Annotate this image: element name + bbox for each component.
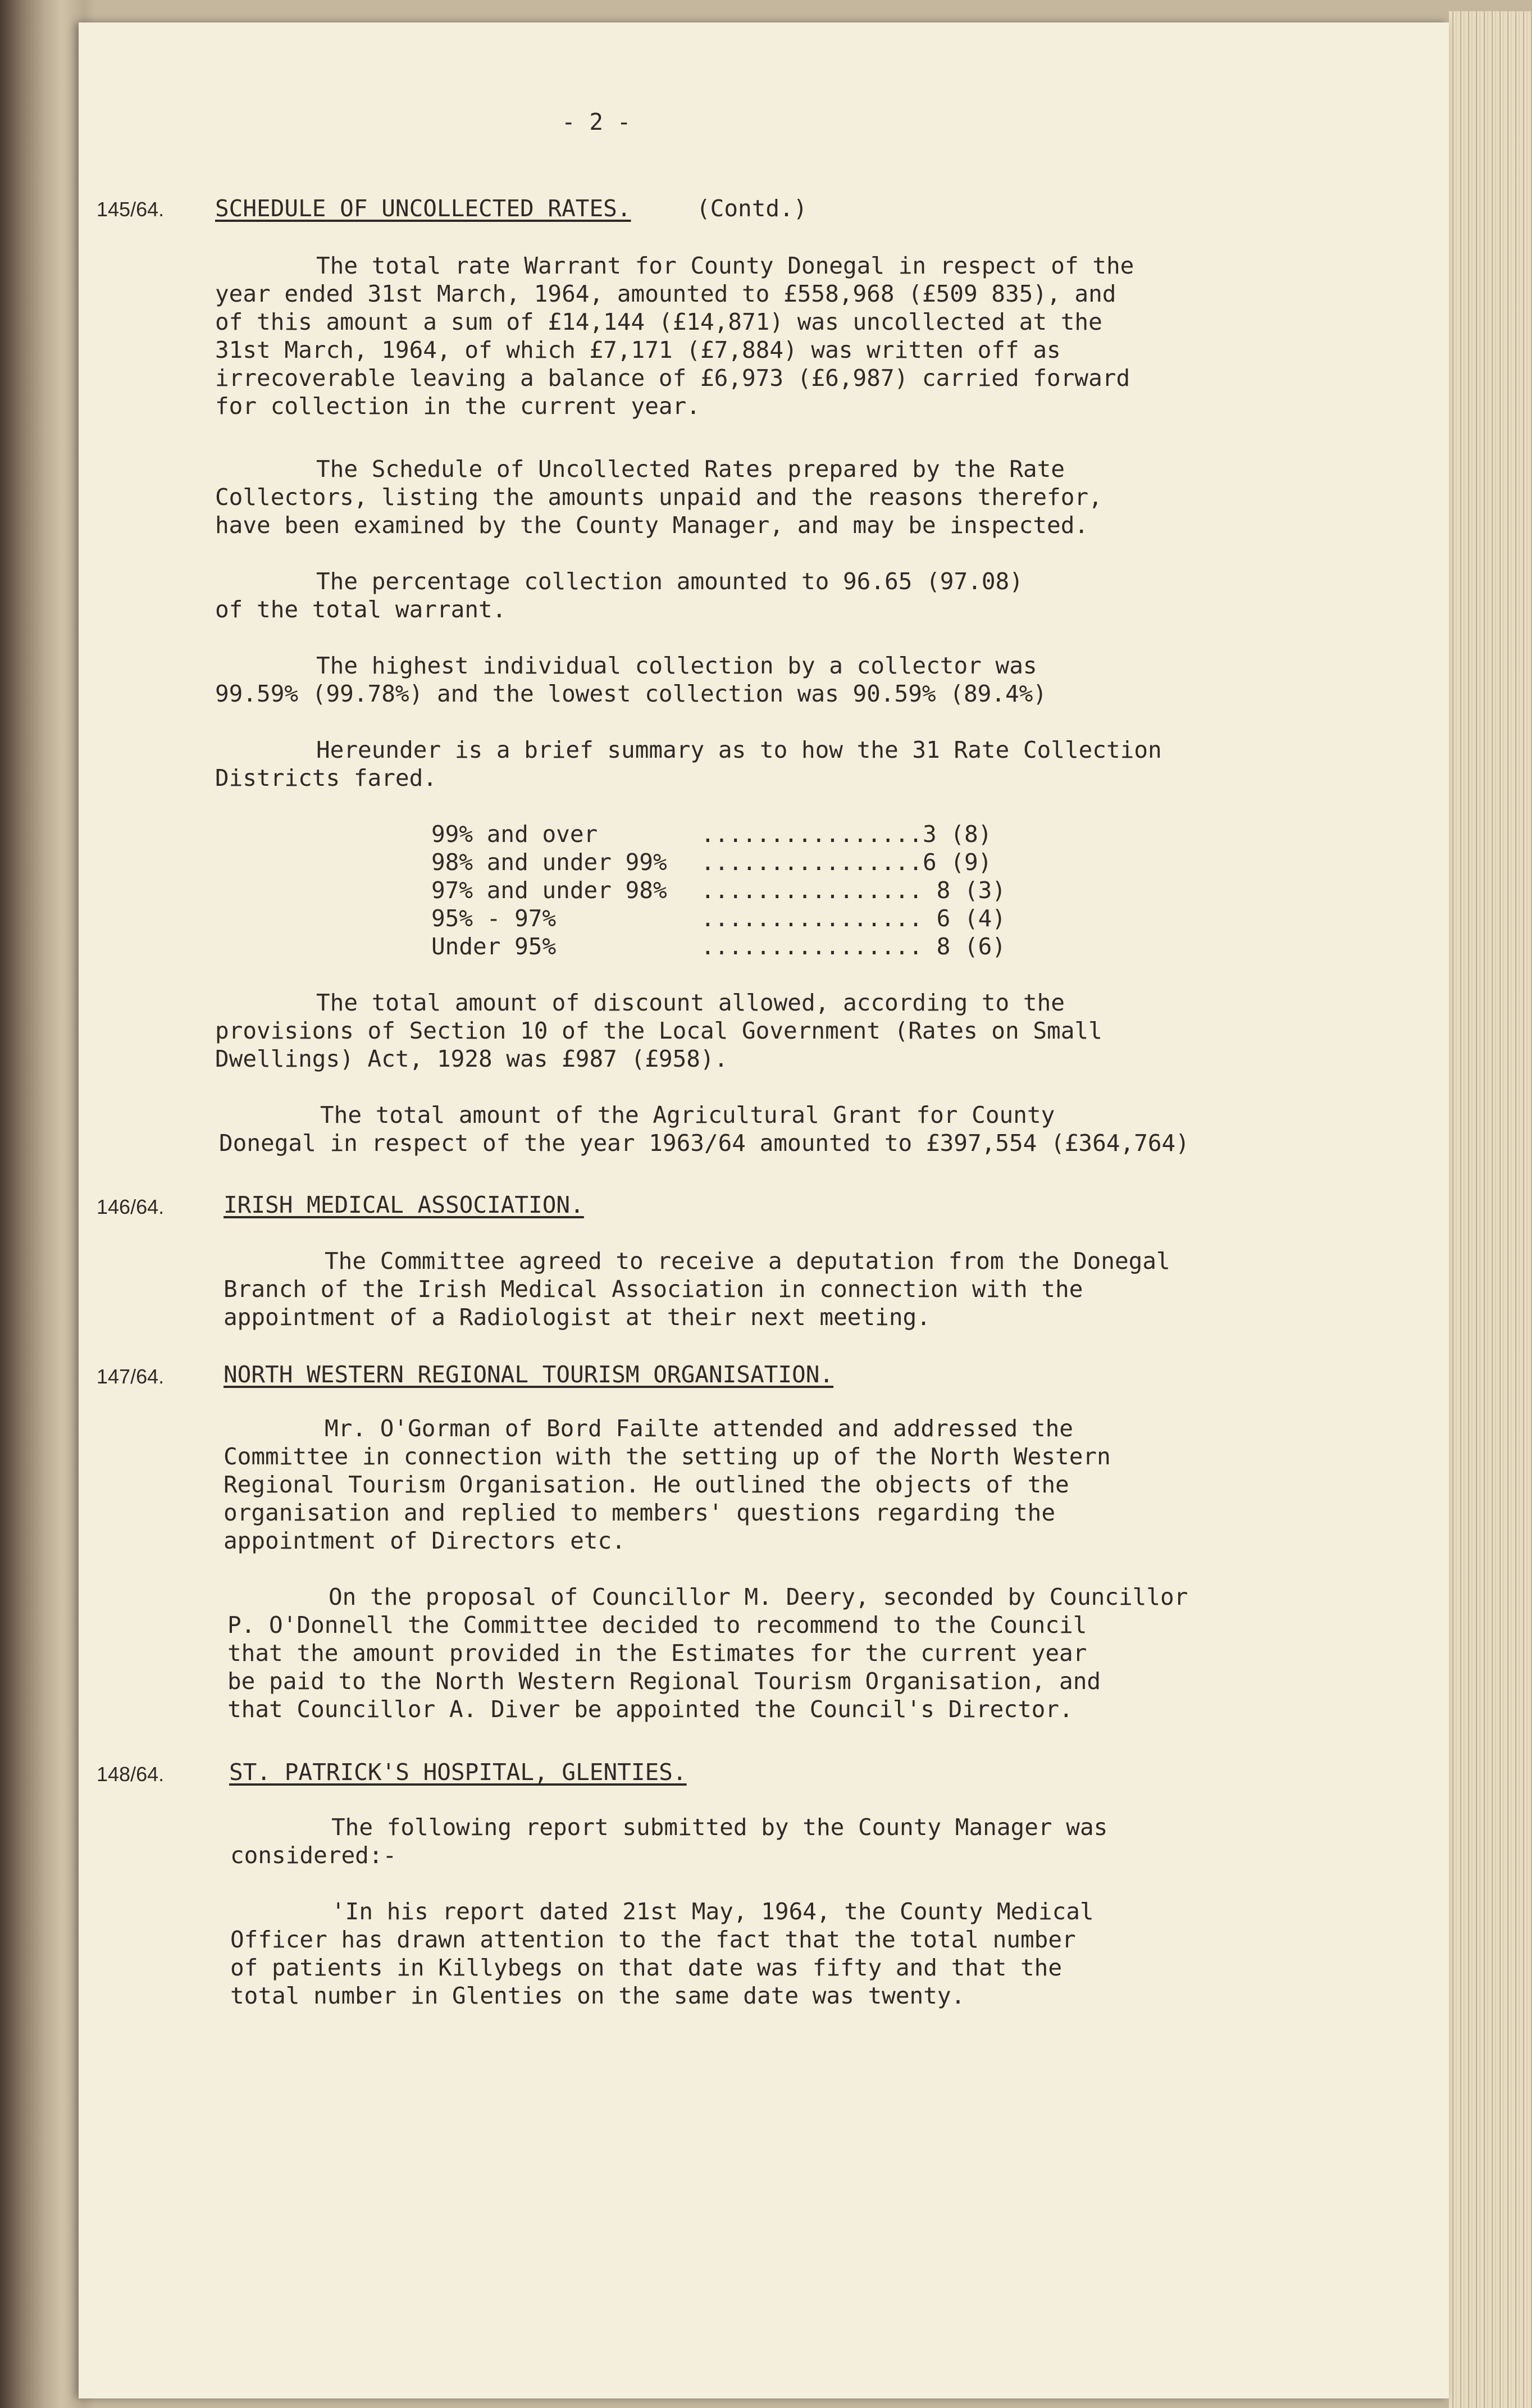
summary-row [431,848,1049,876]
summary-row [431,820,1049,848]
para-147-2 [227,1583,1188,1723]
para-145-1-line: year ended 31st March, 1964, amounted to £558,968 (£509 835), and [215,280,1116,307]
para-147-1-line: organisation and replied to members' questions regarding the [224,1499,1056,1526]
para-145-1-line: for collection in the current year. [215,393,700,420]
para-145-1-line: The total rate Warrant for County Donegal in respect of the [316,252,1134,279]
para-148-2 [230,1897,1094,2010]
para-145-5-line: Hereunder is a brief summary as to how the 31 Rate Collection [316,736,1162,763]
para-145-3 [215,567,1023,623]
summary-row-count: ................ 8 (3) [701,877,1006,904]
minute-ref-146: 146/64. [97,1195,165,1218]
para-148-1-line: considered:- [230,1842,397,1869]
para-147-1 [224,1414,1111,1555]
para-145-4-line: The highest individual collection by a collector was [316,652,1037,679]
summary-row-label: 99% and over [431,821,598,848]
para-147-2-line: On the proposal of Councillor M. Deery, seconded by Councillor [329,1583,1188,1610]
para-145-2-line: have been examined by the County Manager, and may be inspected. [215,512,1089,539]
summary-row-label: Under 95% [431,933,557,960]
heading-irish-medical-association: IRISH MEDICAL ASSOCIATION. [224,1191,584,1218]
para-145-7 [219,1101,1189,1157]
para-145-5-line: Districts fared. [215,764,437,791]
para-147-1-line: Mr. O'Gorman of Bord Failte attended and addressed the [325,1415,1073,1442]
para-145-1-line: of this amount a sum of £14,144 (£14,871) was uncollected at the [215,308,1102,335]
summary-row-label: 95% - 97% [431,905,557,932]
summary-row [431,932,1049,961]
para-145-4-line: 99.59% (99.78%) and the lowest collection was 90.59% (89.4%) [215,680,1047,707]
para-145-1-line: 31st March, 1964, of which £7,171 (£7,884) was written off as [215,336,1061,363]
para-145-1 [215,252,1134,420]
para-145-2-line: Collectors, listing the amounts unpaid and the reasons therefor, [215,484,1102,511]
para-145-3-line: The percentage collection amounted to 96.65 (97.08) [316,568,1023,595]
minute-ref-145: 145/64. [97,198,165,221]
summary-row-count: ................ 6 (4) [701,905,1006,932]
para-147-1-line: Regional Tourism Organisation. He outlined the objects of the [224,1471,1069,1498]
para-147-2-line: that the amount provided in the Estimates for the current year [227,1640,1087,1667]
para-147-2-line: that Councillor A. Diver be appointed the Council's Director. [227,1696,1073,1723]
para-145-7-line: The total amount of the Agricultural Grant for County [320,1101,1055,1128]
para-147-2-line: be paid to the North Western Regional Tourism Organisation, and [227,1668,1101,1695]
minute-ref-148: 148/64. [97,1763,165,1786]
para-147-1-line: appointment of Directors etc. [224,1527,626,1554]
para-145-6-line: provisions of Section 10 of the Local Government (Rates on Small [215,1017,1102,1044]
para-148-1-line: The following report submitted by the County Manager was [331,1814,1108,1841]
page-stack-edges [1449,11,1532,2408]
para-147-1-line: Committee in connection with the setting up of the North Western [224,1443,1111,1470]
para-145-7-line: Donegal in respect of the year 1963/64 amounted to £397,554 (£364,764) [219,1130,1189,1157]
summary-row-count: ................6 (9) [701,849,992,876]
para-146-1-line: The Committee agreed to receive a deputation from the Donegal [325,1248,1170,1274]
summary-row-label: 98% and under 99% [431,849,667,876]
para-148-2-line: Officer has drawn attention to the fact that the total number [230,1926,1076,1953]
summary-row-count: ................ 8 (6) [701,933,1006,960]
para-145-5 [215,736,1162,792]
para-145-3-line: of the total warrant. [215,596,507,623]
heading-contd: (Contd.) [696,195,808,222]
heading-st-patricks-hospital: ST. PATRICK'S HOSPITAL, GLENTIES. [229,1759,687,1786]
para-145-6-line: Dwellings) Act, 1928 was £987 (£958). [215,1045,728,1072]
para-145-6 [215,989,1102,1073]
para-145-1-line: irrecoverable leaving a balance of £6,973 (£6,987) carried forward [215,365,1130,392]
heading-schedule-uncollected-rates: SCHEDULE OF UNCOLLECTED RATES. [215,195,631,222]
para-146-1 [224,1247,1170,1331]
para-147-2-line: P. O'Donnell the Committee decided to recommend to the Council [227,1612,1087,1638]
summary-row [431,876,1049,904]
para-148-2-line: total number in Glenties on the same date was twenty. [230,1982,965,2009]
summary-row-count: ................3 (8) [701,821,992,848]
para-146-1-line: Branch of the Irish Medical Association in connection with the [224,1276,1083,1303]
para-145-2-line: The Schedule of Uncollected Rates prepared by the Rate [316,456,1065,482]
para-146-1-line: appointment of a Radiologist at their next meeting. [224,1304,931,1331]
para-145-6-line: The total amount of discount allowed, according to the [316,989,1065,1016]
heading-north-western-regional-tourism: NORTH WESTERN REGIONAL TOURISM ORGANISATION. [224,1361,834,1388]
para-148-2-line: of patients in Killybegs on that date was fifty and that the [230,1954,1063,1981]
para-145-4 [215,652,1047,708]
para-145-2 [215,455,1102,539]
minute-ref-147: 147/64. [97,1365,165,1388]
page-number: - 2 - [562,108,631,135]
para-148-1 [230,1813,1107,1869]
summary-row-label: 97% and under 98% [431,877,667,904]
summary-row [431,904,1049,932]
para-148-2-line: 'In his report dated 21st May, 1964, the County Medical [331,1898,1094,1925]
